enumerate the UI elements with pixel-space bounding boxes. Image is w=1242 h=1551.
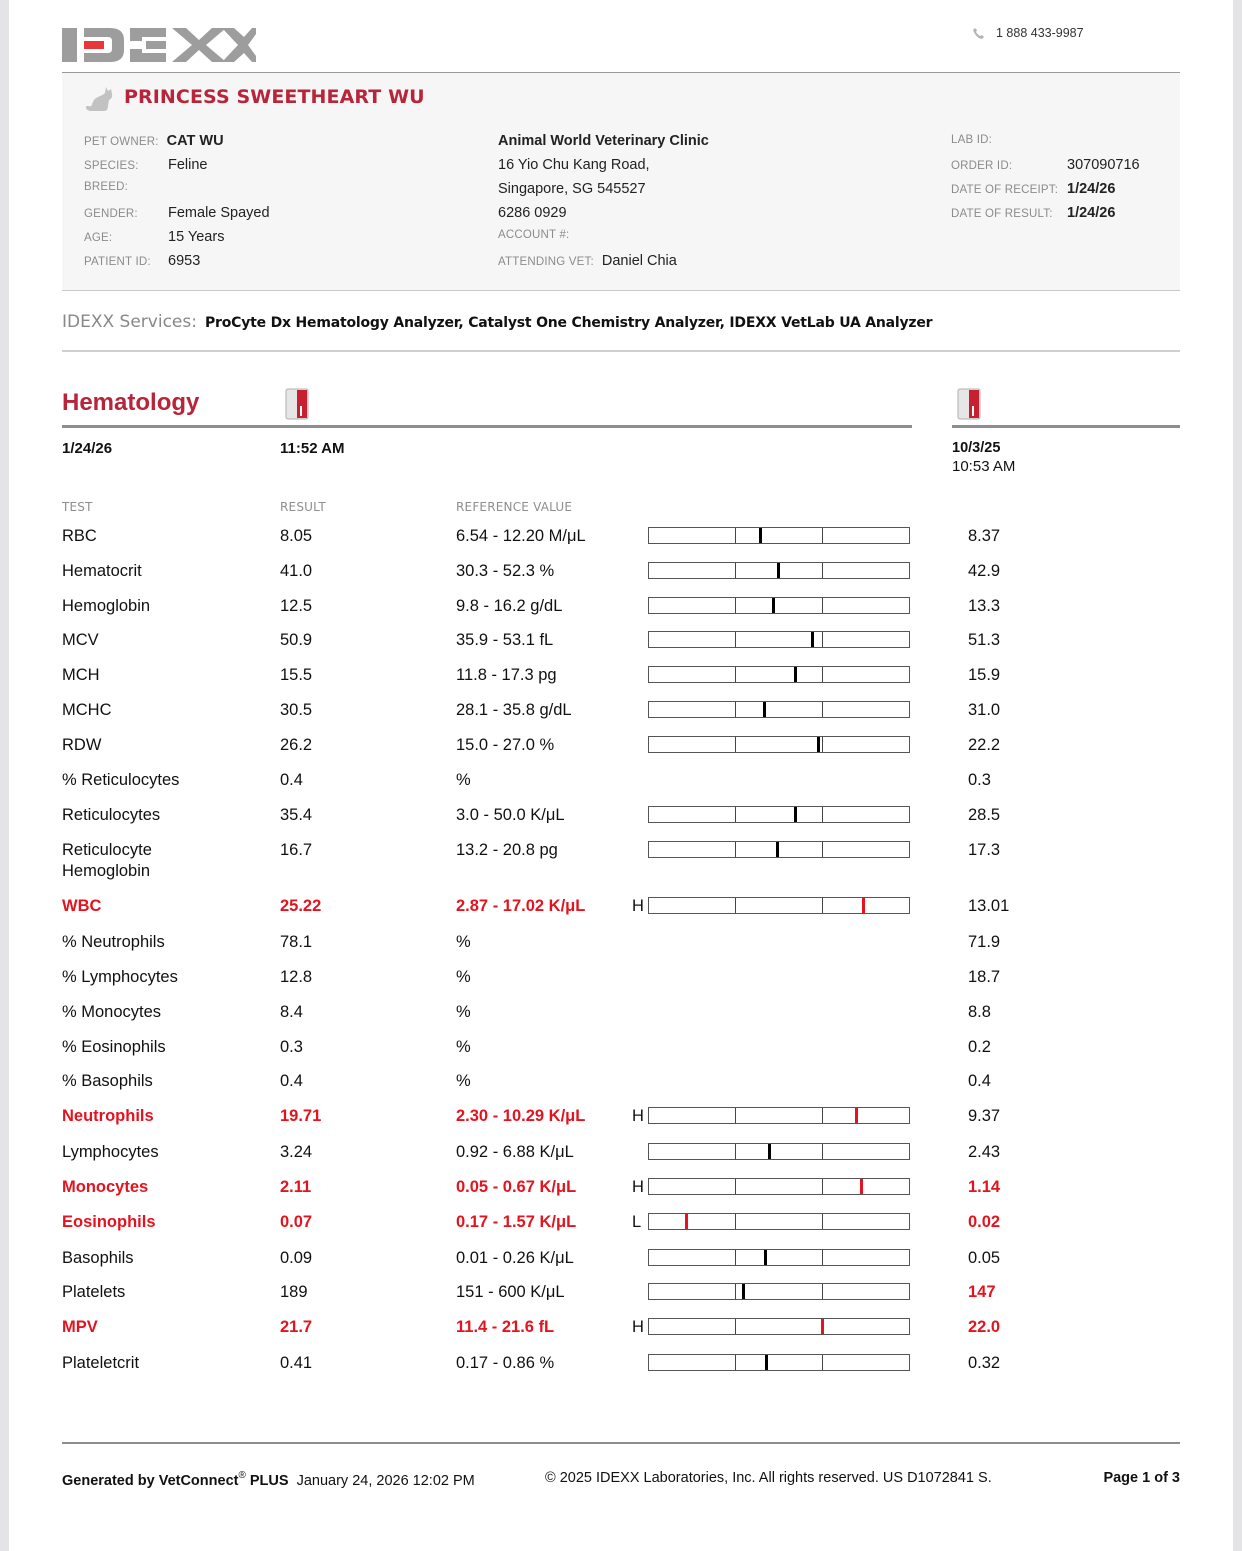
clinic-name: Animal World Veterinary Clinic <box>498 133 709 149</box>
range-high-divider <box>822 807 823 822</box>
reference-range-bar <box>648 631 910 648</box>
reference-range: 9.8 - 16.2 g/dL <box>456 597 563 615</box>
range-low-divider <box>735 898 736 913</box>
reference-range: 15.0 - 27.0 % <box>456 736 555 754</box>
abnormal-flag: H <box>632 1178 644 1196</box>
previous-result-value: 51.3 <box>968 631 1001 649</box>
range-low-divider <box>735 1250 736 1265</box>
clinic-phone-row <box>498 205 567 221</box>
table-row <box>0 932 1242 962</box>
pet-name: PRINCESS SWEETHEART WU <box>124 86 425 108</box>
result-value: 12.5 <box>280 597 313 615</box>
patient-id-row <box>84 253 200 269</box>
date-of-result-row <box>951 205 1115 221</box>
reference-range-bar <box>648 701 910 718</box>
reference-range: 2.87 - 17.02 K/μL <box>456 897 586 915</box>
test-name: Hematocrit <box>62 562 142 580</box>
pet-owner-value: CAT WU <box>166 133 224 149</box>
range-high-divider <box>822 1214 823 1229</box>
previous-result-value: 71.9 <box>968 933 1001 951</box>
range-high-divider <box>822 898 823 913</box>
generated-by <box>62 1470 475 1489</box>
result-marker <box>862 898 865 913</box>
reference-range: 35.9 - 53.1 fL <box>456 631 554 649</box>
result-marker <box>768 1144 771 1159</box>
range-low-divider <box>735 1214 736 1229</box>
result-value: 2.11 <box>280 1178 312 1196</box>
reference-range: % <box>456 771 471 789</box>
reference-range-bar <box>648 562 910 579</box>
table-row <box>0 896 1242 926</box>
reference-range-bar <box>648 1318 910 1335</box>
reference-range: % <box>456 968 471 986</box>
table-row <box>0 1002 1242 1032</box>
order-id-value: 307090716 <box>1067 157 1140 173</box>
column-header-reference: REFERENCE VALUE <box>456 500 573 514</box>
test-name: % Eosinophils <box>62 1038 166 1056</box>
section-title-hematology: Hematology <box>62 389 200 416</box>
reference-range-bar <box>648 1354 910 1371</box>
result-value: 0.4 <box>280 1072 303 1090</box>
generated-by-prefix: Generated by VetConnect <box>62 1473 239 1489</box>
range-low-divider <box>735 1108 736 1123</box>
abnormal-flag: H <box>632 1318 644 1336</box>
previous-result-value: 13.01 <box>968 897 1010 915</box>
result-value: 30.5 <box>280 701 313 719</box>
result-marker <box>772 598 775 613</box>
result-value: 8.4 <box>280 1003 303 1021</box>
previous-result-value: 13.3 <box>968 597 1001 615</box>
phone-number: 1 888 433-9987 <box>996 26 1084 40</box>
range-low-divider <box>735 563 736 578</box>
reference-range: 3.0 - 50.0 K/μL <box>456 806 565 824</box>
previous-result-value: 0.32 <box>968 1354 1001 1372</box>
result-marker <box>685 1214 688 1229</box>
previous-result-value: 8.37 <box>968 527 1001 545</box>
clinic-address-line2: Singapore, SG 545527 <box>498 181 646 197</box>
previous-result-value: 31.0 <box>968 701 1001 719</box>
attending-vet-label: ATTENDING VET: <box>498 256 594 268</box>
section-divider-previous <box>952 425 1180 428</box>
test-name-line1: Reticulocyte <box>62 841 152 859</box>
section-divider-current <box>62 425 912 428</box>
result-value: 0.07 <box>280 1213 313 1231</box>
range-high-divider <box>822 632 823 647</box>
reference-range: 0.01 - 0.26 K/μL <box>456 1249 574 1267</box>
column-header-result: RESULT <box>280 500 326 514</box>
result-marker <box>811 632 814 647</box>
date-of-result-value: 1/24/26 <box>1067 205 1116 221</box>
age-label: AGE: <box>84 232 113 244</box>
range-high-divider <box>822 842 823 857</box>
range-low-divider <box>735 702 736 717</box>
table-row <box>0 596 1242 626</box>
breed-row <box>84 181 168 193</box>
result-value: 15.5 <box>280 666 313 684</box>
services-label: IDEXX Services: <box>62 312 197 332</box>
test-name: Reticulocytes <box>62 806 161 824</box>
reference-range-bar <box>648 1143 910 1160</box>
range-low-divider <box>735 1319 736 1334</box>
range-low-divider <box>735 1355 736 1370</box>
range-low-divider <box>735 667 736 682</box>
species-value: Feline <box>168 157 208 173</box>
reference-range: 13.2 - 20.8 pg <box>456 841 558 859</box>
test-name: % Lymphocytes <box>62 968 178 986</box>
idexx-logo <box>62 26 256 64</box>
clinic-phone: 6286 0929 <box>498 205 567 221</box>
reference-range-bar <box>648 597 910 614</box>
result-marker <box>742 1284 745 1299</box>
abnormal-flag: L <box>632 1213 642 1231</box>
test-name: Monocytes <box>62 1178 149 1196</box>
previous-result-value: 22.0 <box>968 1318 1001 1336</box>
test-name: MCH <box>62 666 100 684</box>
table-row <box>0 770 1242 800</box>
reference-range-bar <box>648 1213 910 1230</box>
table-row <box>0 967 1242 997</box>
reference-range: 30.3 - 52.3 % <box>456 562 555 580</box>
table-row <box>0 1071 1242 1101</box>
lab-id-row <box>951 134 1067 146</box>
date-of-receipt-row <box>951 181 1115 197</box>
test-name: Neutrophils <box>62 1107 154 1125</box>
table-row <box>0 665 1242 695</box>
reference-range: % <box>456 1003 471 1021</box>
result-marker <box>763 702 766 717</box>
previous-result-time: 10:53 AM <box>952 458 1016 475</box>
result-value: 0.41 <box>280 1354 313 1372</box>
reference-range-bar <box>648 1178 910 1195</box>
range-high-divider <box>822 1284 823 1299</box>
reference-range: 11.4 - 21.6 fL <box>456 1318 555 1336</box>
table-row <box>0 1106 1242 1136</box>
table-row <box>0 630 1242 660</box>
reference-range: % <box>456 1038 471 1056</box>
previous-result-value: 17.3 <box>968 841 1001 859</box>
result-value: 25.22 <box>280 897 322 915</box>
previous-result-value: 22.2 <box>968 736 1001 754</box>
test-name: % Basophils <box>62 1072 153 1090</box>
patient-id-label: PATIENT ID: <box>84 256 151 268</box>
result-value: 0.09 <box>280 1249 313 1267</box>
result-value: 19.71 <box>280 1107 322 1125</box>
cat-icon <box>84 86 116 112</box>
result-value: 16.7 <box>280 841 313 859</box>
range-high-divider <box>822 528 823 543</box>
abnormal-flag: H <box>632 897 644 915</box>
result-value: 50.9 <box>280 631 313 649</box>
range-high-divider <box>822 1355 823 1370</box>
account-row <box>498 229 577 241</box>
range-high-divider <box>822 1108 823 1123</box>
result-value: 189 <box>280 1283 308 1301</box>
result-value: 12.8 <box>280 968 313 986</box>
result-marker <box>777 563 780 578</box>
result-marker <box>759 528 762 543</box>
previous-result-value: 42.9 <box>968 562 1001 580</box>
test-name: % Reticulocytes <box>62 771 180 789</box>
previous-result-value: 0.4 <box>968 1072 991 1090</box>
range-low-divider <box>735 528 736 543</box>
test-name: MPV <box>62 1318 98 1336</box>
table-row <box>0 1177 1242 1207</box>
clinic-address-line1: 16 Yio Chu Kang Road, <box>498 157 650 173</box>
lab-id-label: LAB ID: <box>951 134 993 146</box>
phone-contact <box>972 26 1084 40</box>
generated-by-suffix: PLUS <box>249 1473 289 1489</box>
reference-range-bar <box>648 736 910 753</box>
range-low-divider <box>735 842 736 857</box>
range-high-divider <box>822 1250 823 1265</box>
result-marker <box>764 1250 767 1265</box>
result-value: 21.7 <box>280 1318 313 1336</box>
previous-result-value: 15.9 <box>968 666 1001 684</box>
reference-range: 6.54 - 12.20 M/μL <box>456 527 586 545</box>
result-value: 0.3 <box>280 1038 303 1056</box>
test-name: Plateletcrit <box>62 1354 140 1372</box>
range-low-divider <box>735 1284 736 1299</box>
test-name: WBC <box>62 897 102 915</box>
gender-row <box>84 205 270 221</box>
previous-result-value: 0.3 <box>968 771 991 789</box>
abnormal-flag: H <box>632 1107 644 1125</box>
reference-range: 11.8 - 17.3 pg <box>456 666 557 684</box>
current-result-date: 1/24/26 <box>62 440 113 457</box>
previous-result-value: 147 <box>968 1283 996 1301</box>
reference-range: 28.1 - 35.8 g/dL <box>456 701 572 719</box>
range-low-divider <box>735 598 736 613</box>
table-row <box>0 805 1242 835</box>
range-high-divider <box>822 1179 823 1194</box>
reference-range-bar <box>648 666 910 683</box>
table-row <box>0 1317 1242 1347</box>
services-value: ProCyte Dx Hematology Analyzer, Catalyst One Chemistry Analyzer, IDEXX VetLab UA Analyzer <box>204 315 933 331</box>
reference-range: 0.17 - 0.86 % <box>456 1354 555 1372</box>
table-row <box>0 700 1242 730</box>
test-name: MCHC <box>62 701 112 719</box>
result-marker <box>794 807 797 822</box>
range-high-divider <box>822 1144 823 1159</box>
clinic-address1-row <box>498 157 650 173</box>
order-id-row <box>951 157 1140 173</box>
test-name: Hemoglobin <box>62 597 151 615</box>
test-name: RBC <box>62 527 97 545</box>
result-marker <box>817 737 820 752</box>
table-row <box>0 1142 1242 1172</box>
reference-range: 2.30 - 10.29 K/μL <box>456 1107 586 1125</box>
result-marker <box>776 842 779 857</box>
idexx-services <box>62 312 932 332</box>
range-low-divider <box>735 1144 736 1159</box>
species-label: SPECIES: <box>84 160 139 172</box>
gender-label: GENDER: <box>84 208 138 220</box>
reference-range: % <box>456 1072 471 1090</box>
range-low-divider <box>735 632 736 647</box>
account-label: ACCOUNT #: <box>498 229 570 241</box>
reference-range: 151 - 600 K/μL <box>456 1283 565 1301</box>
previous-result-value: 0.05 <box>968 1249 1001 1267</box>
reference-range: 0.92 - 6.88 K/μL <box>456 1143 574 1161</box>
gender-value: Female Spayed <box>168 205 270 221</box>
test-name-line2: Hemoglobin <box>62 862 151 880</box>
test-name <box>62 840 152 882</box>
date-of-receipt-value: 1/24/26 <box>1067 181 1116 197</box>
footer-divider <box>62 1442 1180 1444</box>
pet-owner-row <box>84 133 224 149</box>
reference-range-bar <box>648 897 910 914</box>
reference-range: 0.17 - 1.57 K/μL <box>456 1213 577 1231</box>
range-low-divider <box>735 807 736 822</box>
table-row <box>0 1248 1242 1278</box>
analyzer-icon-previous <box>957 388 981 420</box>
range-high-divider <box>822 598 823 613</box>
previous-result-value: 2.43 <box>968 1143 1001 1161</box>
analyzer-icon <box>285 388 309 420</box>
result-marker <box>765 1355 768 1370</box>
range-high-divider <box>822 702 823 717</box>
range-high-divider <box>822 563 823 578</box>
reference-range-bar <box>648 1107 910 1124</box>
page-number: Page 1 of 3 <box>1103 1470 1180 1486</box>
patient-id-value: 6953 <box>168 253 201 269</box>
table-row <box>0 561 1242 591</box>
reference-range-bar <box>648 806 910 823</box>
result-value: 3.24 <box>280 1143 313 1161</box>
test-name: Lymphocytes <box>62 1143 159 1161</box>
species-row <box>84 157 208 173</box>
test-name: Eosinophils <box>62 1213 156 1231</box>
order-id-label: ORDER ID: <box>951 160 1013 172</box>
result-value: 0.4 <box>280 771 303 789</box>
attending-vet-row <box>498 253 677 269</box>
previous-result-value: 1.14 <box>968 1178 1001 1196</box>
phone-icon <box>972 26 986 40</box>
previous-result-value: 0.02 <box>968 1213 1001 1231</box>
result-value: 78.1 <box>280 933 313 951</box>
table-row <box>0 1282 1242 1312</box>
reference-range: 0.05 - 0.67 K/μL <box>456 1178 577 1196</box>
test-name: % Monocytes <box>62 1003 162 1021</box>
result-value: 35.4 <box>280 806 313 824</box>
table-row <box>0 840 1242 880</box>
result-marker <box>821 1319 824 1334</box>
result-value: 26.2 <box>280 736 313 754</box>
clinic-address2-row <box>498 181 646 197</box>
breed-label: BREED: <box>84 181 129 193</box>
result-marker <box>860 1179 863 1194</box>
result-value: 41.0 <box>280 562 313 580</box>
range-low-divider <box>735 1179 736 1194</box>
result-marker <box>855 1108 858 1123</box>
reference-range-bar <box>648 841 910 858</box>
previous-result-value: 0.2 <box>968 1038 991 1056</box>
previous-result-date: 10/3/25 <box>952 440 1001 456</box>
date-of-result-label: DATE OF RESULT: <box>951 208 1053 220</box>
previous-result-value: 9.37 <box>968 1107 1001 1125</box>
previous-result-value: 8.8 <box>968 1003 991 1021</box>
table-row <box>0 1037 1242 1067</box>
range-low-divider <box>735 737 736 752</box>
table-row <box>0 1353 1242 1383</box>
table-row <box>0 1212 1242 1242</box>
range-high-divider <box>822 737 823 752</box>
pet-owner-label: PET OWNER: <box>84 136 159 148</box>
test-name: % Neutrophils <box>62 933 165 951</box>
attending-vet-value: Daniel Chia <box>601 253 677 269</box>
result-marker <box>794 667 797 682</box>
age-row <box>84 229 224 245</box>
column-header-test: TEST <box>62 500 93 514</box>
range-high-divider <box>822 667 823 682</box>
reference-range: % <box>456 933 471 951</box>
reference-range-bar <box>648 1283 910 1300</box>
previous-result-value: 28.5 <box>968 806 1001 824</box>
previous-result-value: 18.7 <box>968 968 1001 986</box>
age-value: 15 Years <box>168 229 225 245</box>
reference-range-bar <box>648 1249 910 1266</box>
copyright: © 2025 IDEXX Laboratories, Inc. All rights reserved. US D1072841 S. <box>545 1470 992 1486</box>
current-result-time: 11:52 AM <box>280 440 345 457</box>
test-name: Basophils <box>62 1249 134 1267</box>
test-name: MCV <box>62 631 99 649</box>
result-value: 8.05 <box>280 527 313 545</box>
test-name: Platelets <box>62 1283 126 1301</box>
test-name: RDW <box>62 736 102 754</box>
reference-range-bar <box>648 527 910 544</box>
date-of-receipt-label: DATE OF RECEIPT: <box>951 184 1059 196</box>
generated-at: January 24, 2026 12:02 PM <box>296 1473 475 1489</box>
services-divider <box>62 350 1180 352</box>
registered-mark: ® <box>238 1470 246 1481</box>
clinic-name-row <box>498 133 709 149</box>
table-row <box>0 526 1242 556</box>
table-row <box>0 735 1242 765</box>
